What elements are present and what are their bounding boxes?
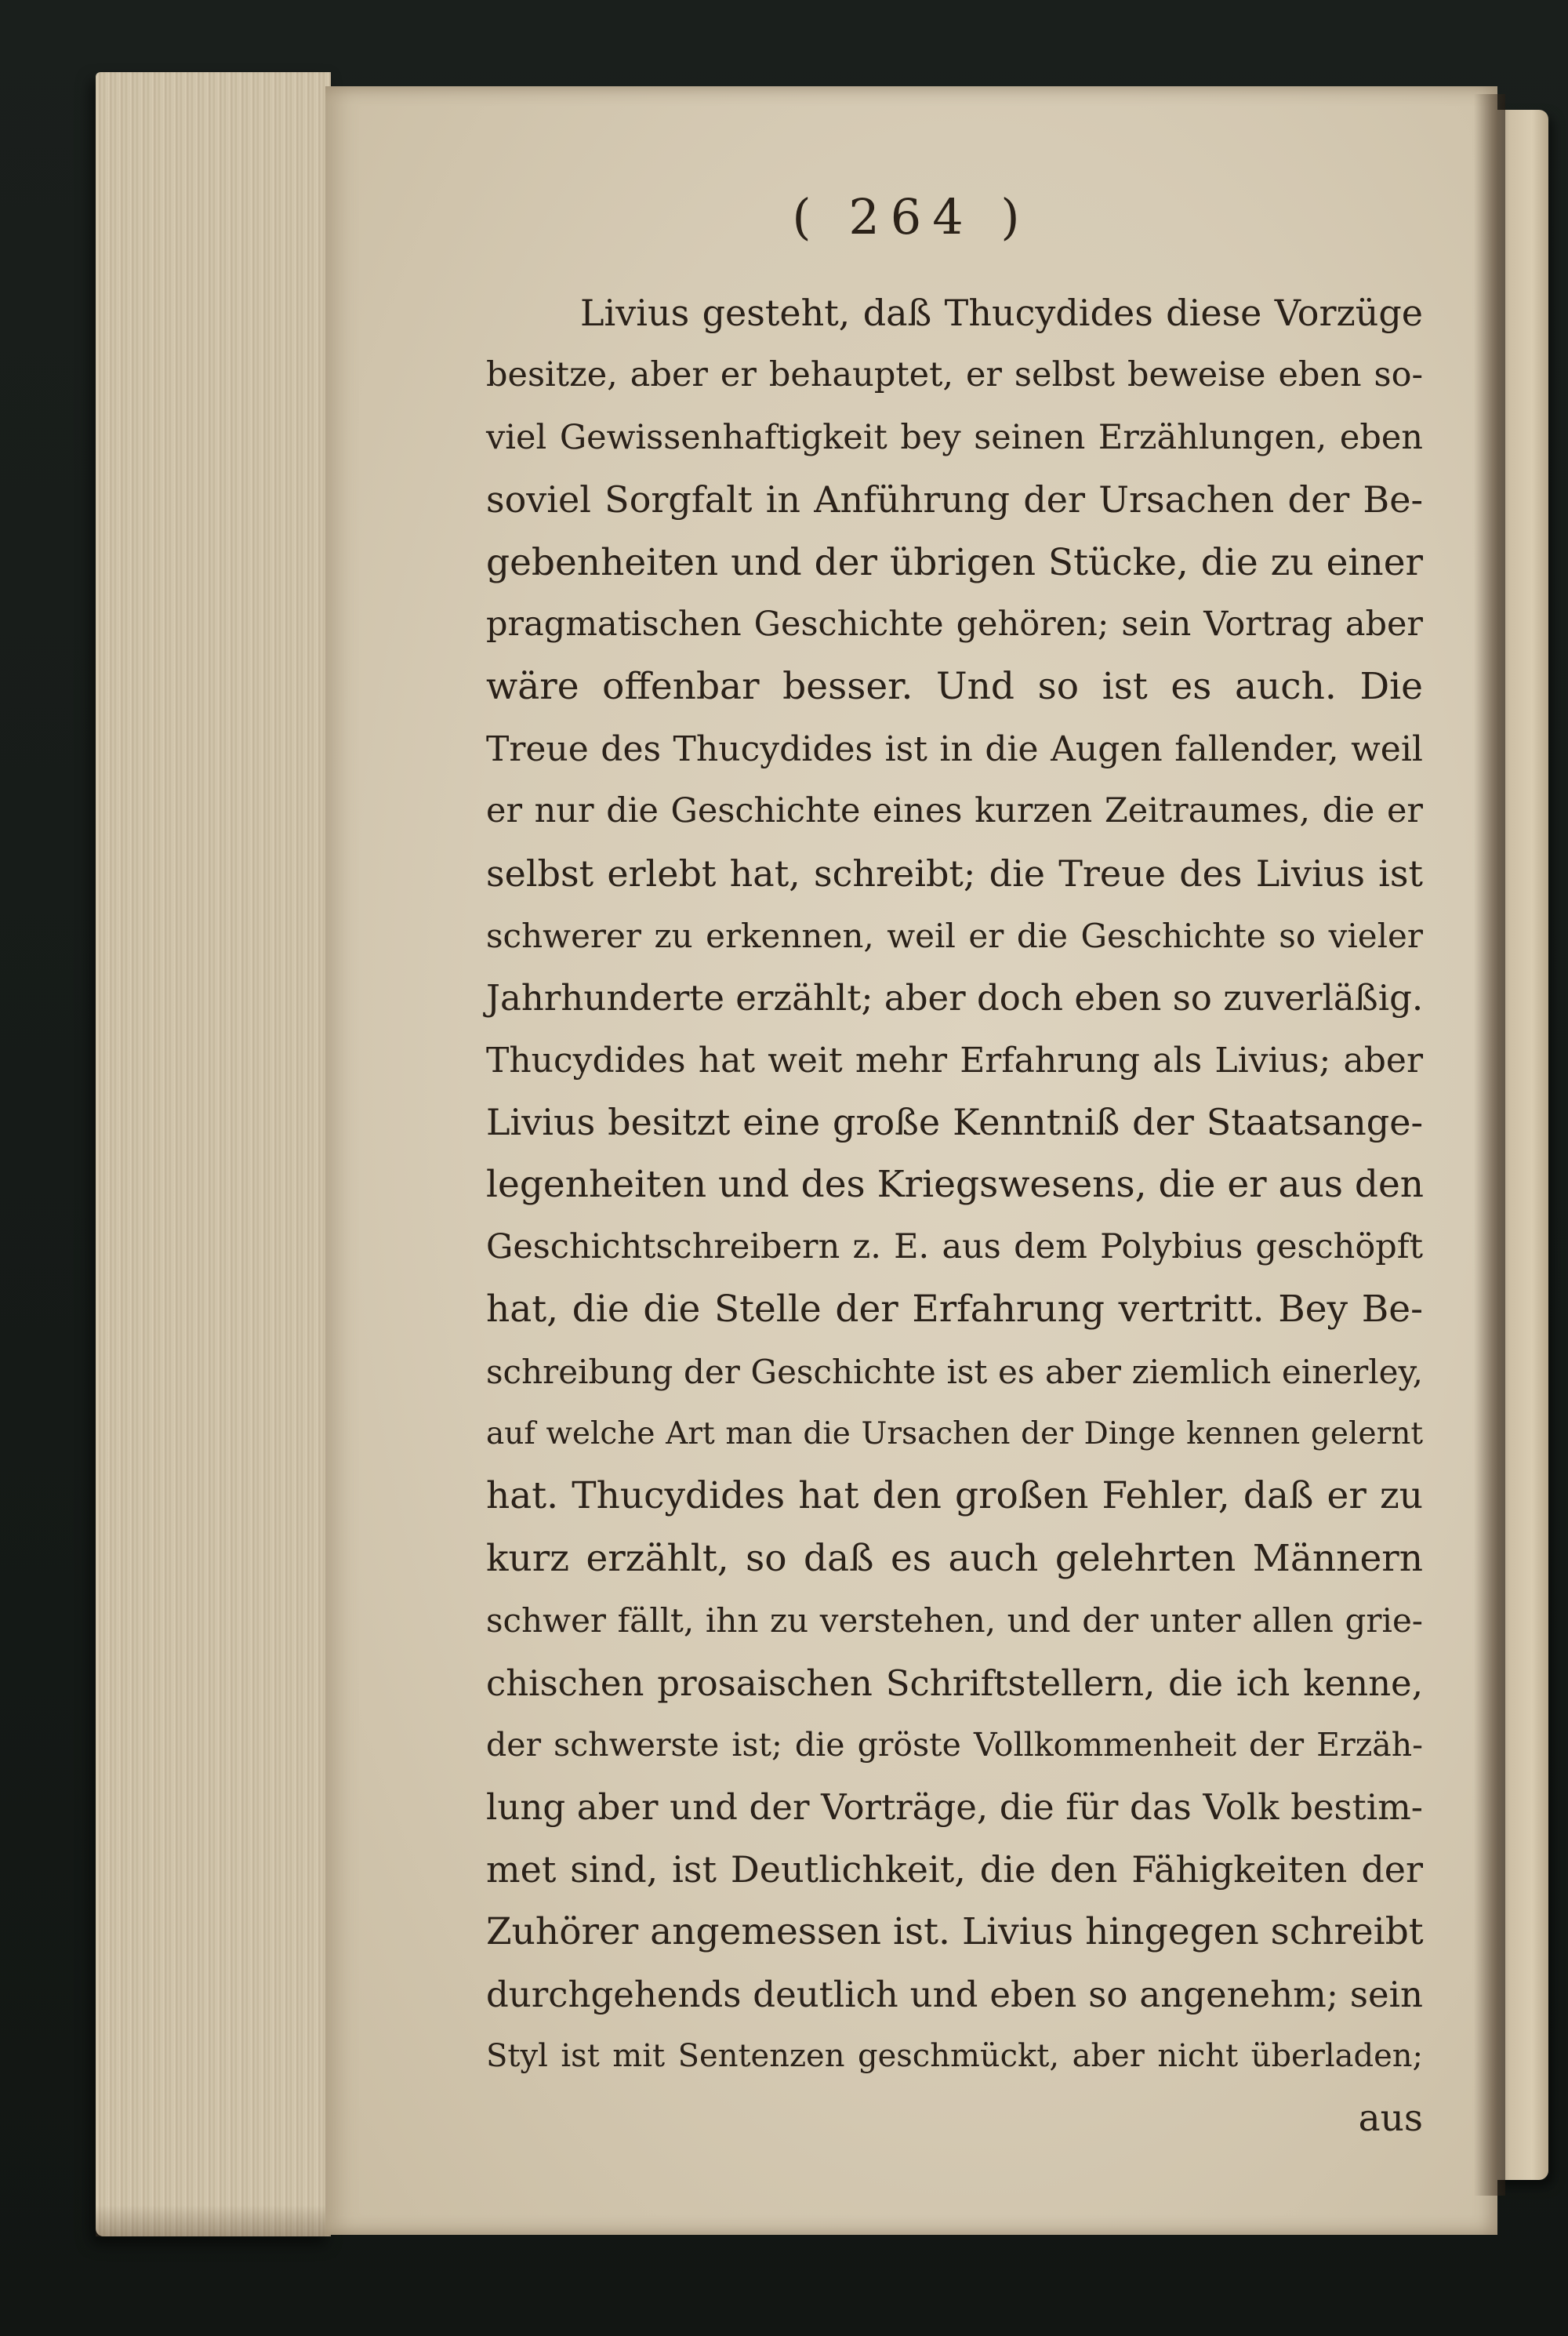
catchword: aus — [1358, 2097, 1423, 2141]
text-line: Styl ist mit Sentenzen geschmückt, aber nicht überladen; — [486, 2037, 1423, 2074]
text-line: Jahrhunderte erzählt; aber doch eben so zuverläßig. — [486, 977, 1424, 1019]
text-line: gebenheiten und der übrigen Stücke, die zu einer — [486, 540, 1423, 584]
text-line: lung aber und der Vorträge, die für das Volk bestim- — [486, 1786, 1423, 1829]
text-line: schwer fällt, ihn zu verstehen, und der unter allen grie- — [486, 1601, 1423, 1640]
text-line: besitze, aber er behauptet, er selbst beweise eben so- — [486, 355, 1423, 395]
text-line: er nur die Geschichte eines kurzen Zeitraumes, die er — [486, 791, 1423, 831]
text-line: kurz erzählt, so daß es auch gelehrten Männern — [486, 1536, 1423, 1580]
book-page — [325, 86, 1497, 2235]
text-line: Zuhörer angemessen ist. Livius hingegen schreibt — [486, 1910, 1424, 1954]
text-line: soviel Sorgfalt in Anführung der Ursachen der Be- — [486, 478, 1423, 521]
text-line: met sind, ist Deutlichkeit, die den Fähigkeiten der — [486, 1847, 1423, 1891]
text-line: hat. Thucydides hat den großen Fehler, daß er zu — [486, 1474, 1423, 1518]
text-line: chischen prosaischen Schriftstellern, die ich kenne, — [486, 1662, 1423, 1704]
text-line: wäre offenbar besser. Und so ist es auch. Die — [486, 665, 1423, 709]
text-line: schreibung der Geschichte ist es aber ziemlich einerley, — [486, 1352, 1423, 1391]
text-line: schwerer zu erkennen, weil er die Geschichte so vieler — [486, 916, 1423, 955]
page-edges — [96, 72, 331, 2236]
text-line: viel Gewissenhaftigkeit bey seinen Erzählungen, eben — [486, 417, 1423, 457]
text-line: Geschichtschreibern z. E. aus dem Polybius geschöpft — [486, 1226, 1423, 1266]
text-line: Livius besitzt eine große Kenntniß der Staatsange- — [486, 1101, 1423, 1144]
text-line: selbst erlebt hat, schreibt; die Treue des Livius ist — [486, 852, 1423, 895]
text-line: legenheiten und des Kriegswesens, die er aus den — [486, 1163, 1425, 1207]
body-text — [486, 282, 1423, 2150]
gutter-shadow — [1474, 94, 1505, 2196]
text-line: durchgehends deutlich und eben so angenehm; sein — [486, 1973, 1423, 2015]
text-line: Livius gesteht, daß Thucydides diese Vorzüge — [580, 292, 1423, 334]
text-line: der schwerste ist; die gröste Vollkommenheit der Erzäh- — [486, 1725, 1423, 1764]
text-line: hat, die die Stelle der Erfahrung vertritt. Bey Be- — [486, 1288, 1423, 1331]
page-number: ( 264 ) — [792, 188, 1031, 245]
text-line: auf welche Art man die Ursachen der Dinge kennen gelernt — [486, 1416, 1423, 1452]
text-line: Thucydides hat weit mehr Erfahrung als Livius; aber — [486, 1040, 1423, 1081]
text-line: Treue des Thucydides ist in die Augen fallender, weil — [486, 728, 1423, 769]
text-line: pragmatischen Geschichte gehören; sein Vortrag aber — [486, 604, 1423, 644]
